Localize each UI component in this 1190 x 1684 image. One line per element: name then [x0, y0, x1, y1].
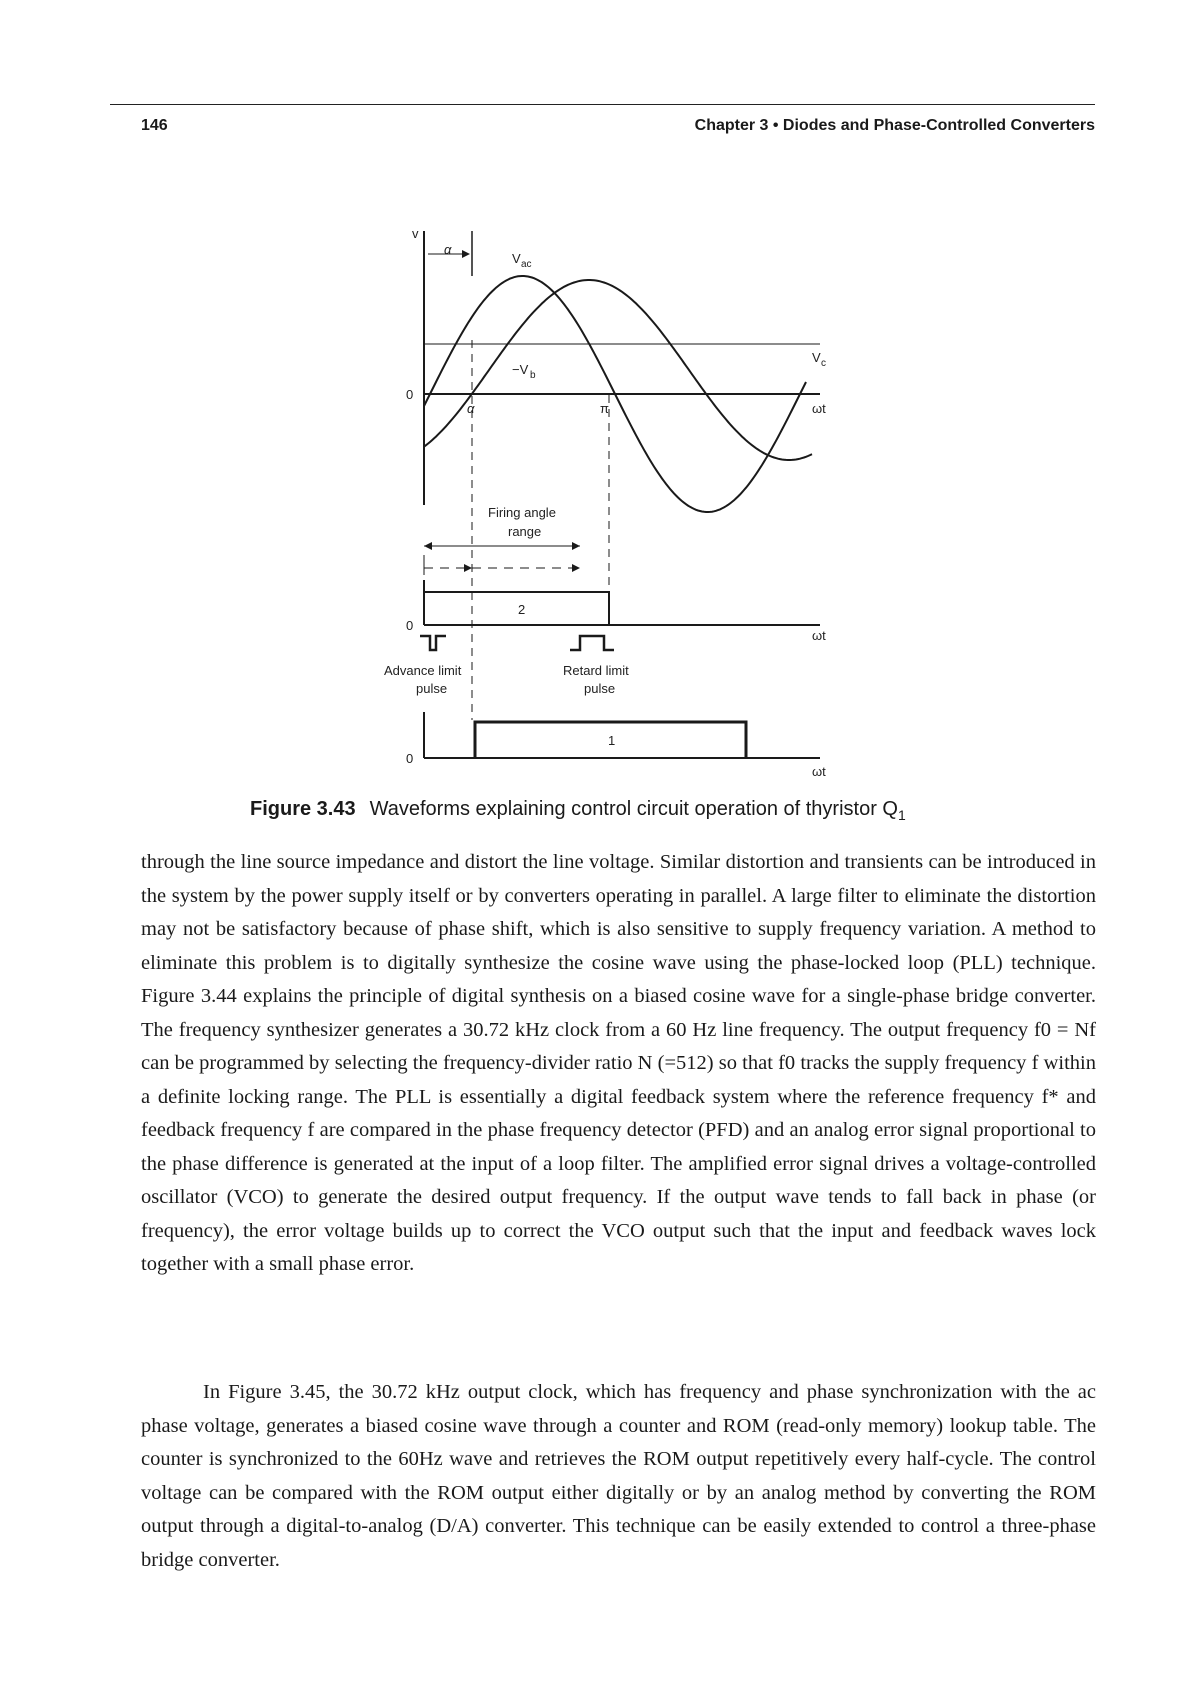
pulse-2-label: 2	[518, 602, 526, 617]
vc-subscript: c	[821, 358, 826, 369]
caption-text: Waveforms explaining control circuit operation of thyristor Q	[369, 798, 898, 820]
retard-limit-label: Retard limit	[563, 663, 629, 678]
firing-angle-label: Firing angle	[488, 505, 556, 520]
zero-label-1: 0	[406, 387, 414, 402]
caption-subscript: 1	[897, 807, 906, 823]
figure-3-43	[0, 0, 1190, 780]
advance-limit-label: Advance limit	[384, 663, 462, 678]
vac-label: V	[512, 251, 521, 266]
retard-pulse-label: pulse	[584, 681, 616, 696]
range-label: range	[508, 524, 542, 539]
advance-pulse-label: pulse	[416, 681, 448, 696]
wt-label-2: ωt	[812, 628, 826, 643]
alpha-top-label: α	[444, 242, 452, 257]
vc-label: V	[812, 350, 821, 365]
figure-caption	[250, 798, 906, 823]
retard-limit-pulse-symbol	[570, 636, 614, 650]
vb-label: −V	[512, 362, 529, 377]
vb-subscript: b	[530, 370, 536, 381]
body-paragraph-1: through the line source impedance and distort the line voltage. Similar distortion and transients can be introduced in the system by the power supply itself or by converters operating in parallel. A large filter to eliminate the distortion may not be satisfactory because of phase shift, which is also sensitive to supply frequency variation. A method to eliminate this problem is to digitally synthesize the cosine wave using the phase-locked loop (PLL) technique. Figure 3.44 explains the principle of digital synthesis on a biased cosine wave for a single-phase bridge converter. The frequency synthesizer generates a 30.72 kHz clock from a 60 Hz line frequency. The output frequency f0 = Nf can be programmed by selecting the frequency-divider ratio N (=512) so that f0 tracks the supply frequency f within a definite locking range. The PLL is essentially a digital feedback system where the reference frequency f* and feedback frequency f are compared in the phase frequency detector (PFD) and an analog error signal proportional to the phase difference is generated at the input of a loop filter. The amplified error signal drives a voltage-controlled oscillator (VCO) to generate the desired output frequency. If the output wave tends to fall back in phase (or frequency), the error voltage builds up to correct the VCO output such that the input and feedback waves lock together with a small phase error.	[141, 851, 1096, 1275]
body-paragraph-2: In Figure 3.45, the 30.72 kHz output clock, which has frequency and phase synchronization with the ac phase voltage, generates a biased cosine wave through a counter and ROM (read-only memory) lookup table. The counter is synchronized to the 60Hz wave and retrieves the ROM output repetitively every half-cycle. The control voltage can be compared with the ROM output either digitally or by an analog method by converting the ROM output through a digital-to-analog (D/A) converter. This technique can be easily extended to control a three-phase bridge converter.	[141, 1381, 1096, 1571]
caption-number: Figure 3.43	[250, 798, 356, 820]
pulse-2	[424, 592, 609, 625]
pulse-1-label: 1	[608, 733, 616, 748]
waveform-diagram	[0, 0, 1190, 780]
page-number: 146	[141, 117, 168, 134]
running-head: Chapter 3 • Diodes and Phase-Controlled Converters	[694, 117, 1095, 134]
vb-waveform	[424, 280, 812, 460]
pi-label: π	[600, 401, 609, 416]
advance-limit-pulse-symbol	[420, 636, 446, 650]
wt-label-1: ωt	[812, 401, 826, 416]
zero-label-3: 0	[406, 751, 414, 766]
v-axis-label: v	[412, 226, 419, 241]
vac-subscript: ac	[521, 259, 532, 270]
zero-label-2: 0	[406, 618, 414, 633]
wt-label-3: ωt	[812, 764, 826, 779]
alpha-axis-label: α	[467, 401, 475, 416]
